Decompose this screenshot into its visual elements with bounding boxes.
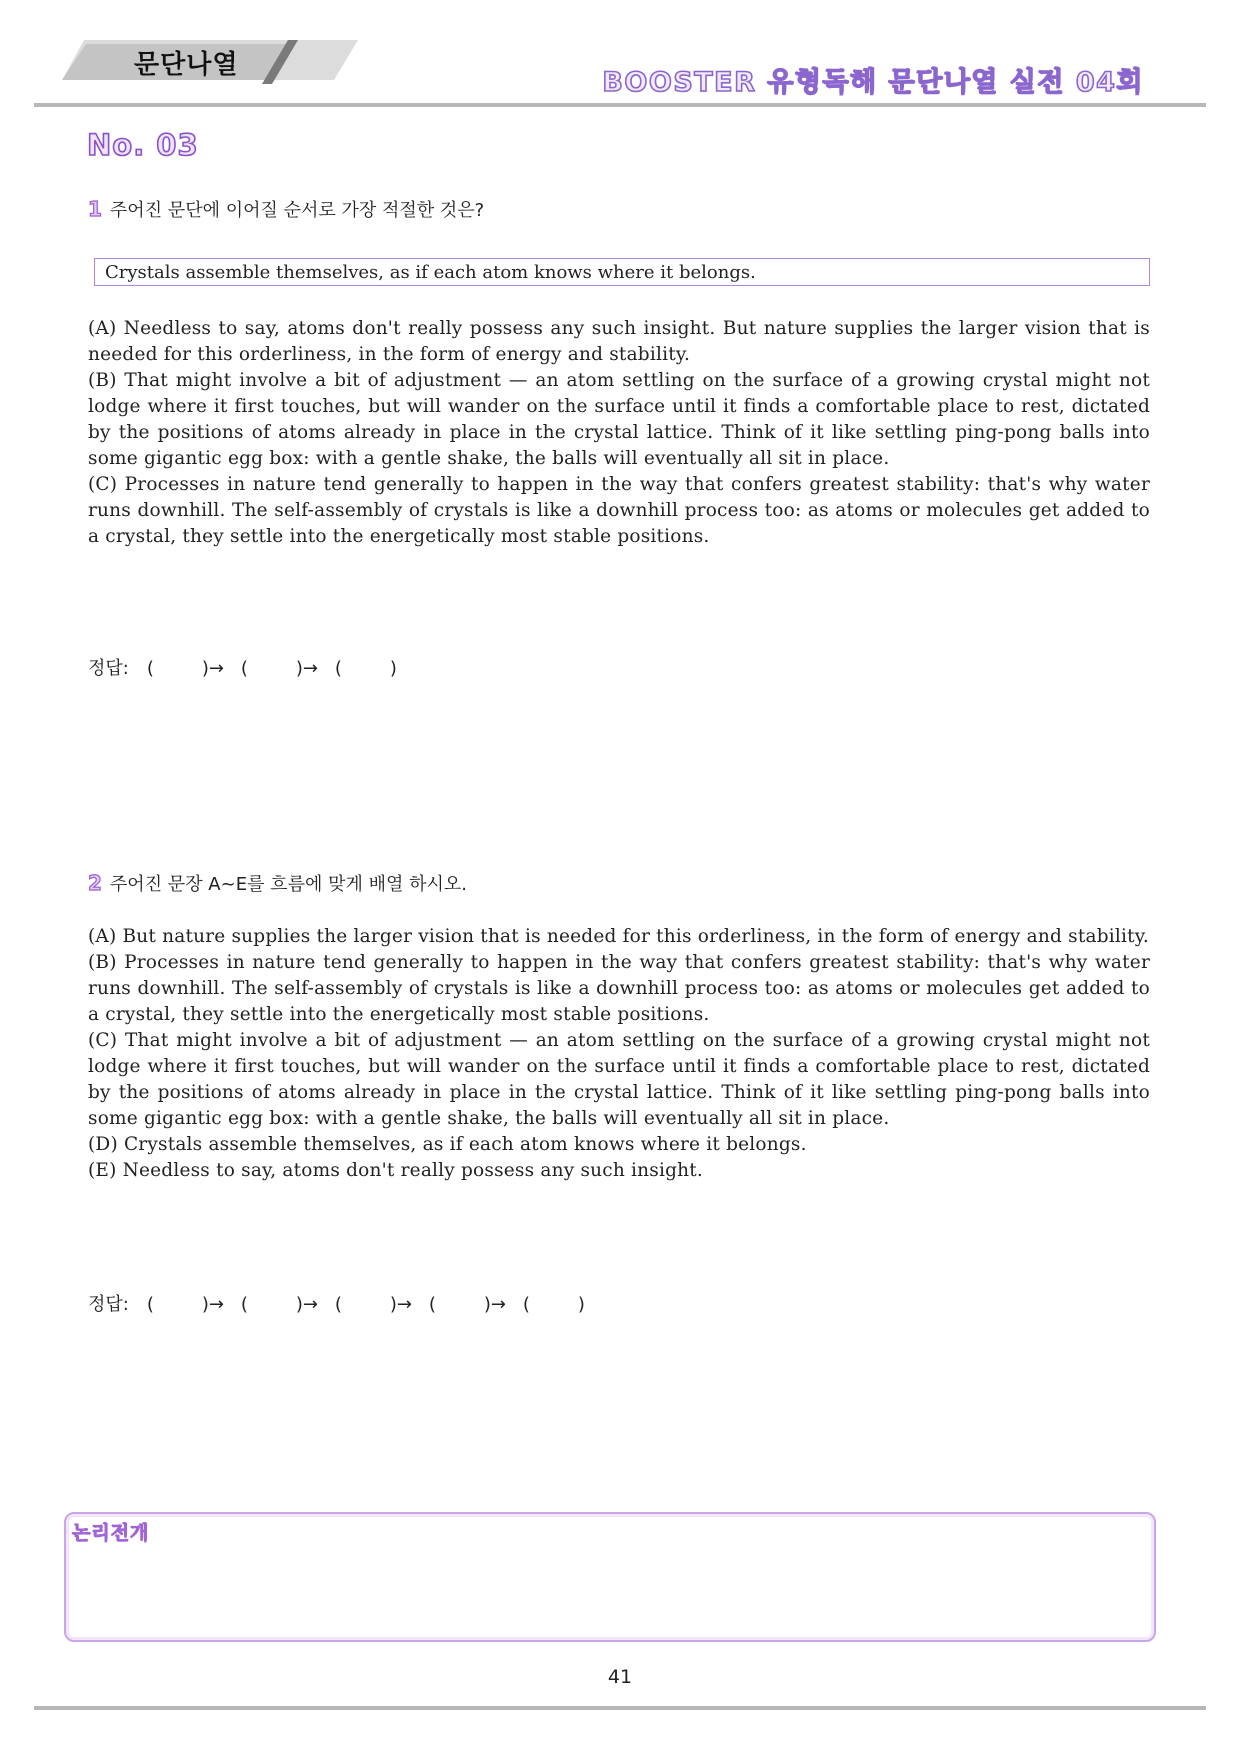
sentence-b: (B) Processes in nature tend generally to happen in the way that confers greatest stability: that's why water runs downhill. The self-assembly of crystals is like a downhill process too: as atoms or molecules get added to a crystal, they settle into the energetically most stable positions. (88, 952, 1150, 1025)
given-sentence-box: Crystals assemble themselves, as if each atom knows where it belongs. (94, 258, 1150, 286)
sentence-c: (C) That might involve a bit of adjustment — an atom settling on the surface of a growing crystal might not lodge where it first touches, but will wander on the surface until it finds a comfortable place to rest, dictated by the positions of atoms already in place in the crystal lattice. Think of it like settling ping-pong balls into some gigantic egg box: with a gentle shake, the balls will eventually all sit in place. (88, 1030, 1150, 1129)
question-2-sentences (88, 924, 1150, 1184)
passage-a: (A) Needless to say, atoms don't really possess any such insight. But nature supplies the larger vision that is needed for this orderliness, in the form of energy and stability. (88, 318, 1150, 365)
answer-slot[interactable]: ( ) (334, 658, 397, 679)
question-2-answer (88, 1290, 595, 1316)
answer-slot[interactable]: ( )→ (334, 1294, 412, 1315)
question-1-number: 1 (88, 197, 102, 221)
answer-slot[interactable]: ( )→ (240, 658, 318, 679)
passage-c: (C) Processes in nature tend generally to happen in the way that confers greatest stability: that's why water runs downhill. The self-assembly of crystals is like a downhill process too: as atoms or molecules get added to a crystal, they settle into the energetically most stable positions. (88, 474, 1150, 547)
answer-slot[interactable]: ( )→ (428, 1294, 506, 1315)
question-1-answer (88, 654, 407, 680)
question-2-prompt (88, 870, 467, 896)
footer-divider (34, 1706, 1206, 1710)
passage-b: (B) That might involve a bit of adjustment — an atom settling on the surface of a growing crystal might not lodge where it first touches, but will wander on the surface until it finds a comfortable place to rest, dictated by the positions of atoms already in place in the crystal lattice. Think of it like settling ping-pong balls into some gigantic egg box: with a gentle shake, the balls will eventually all sit in place. (88, 370, 1150, 469)
question-2-number: 2 (88, 871, 102, 895)
header-divider (34, 103, 1206, 107)
answer-label: 정답: (88, 1294, 129, 1315)
sentence-d: (D) Crystals assemble themselves, as if each atom knows where it belongs. (88, 1134, 807, 1155)
section-tab-label: 문단나열 (134, 50, 239, 80)
question-1-prompt (88, 196, 484, 222)
problem-number: No. 03 (87, 128, 199, 162)
sentence-a: (A) But nature supplies the larger vision that is needed for this orderliness, in the form of energy and stability. (88, 926, 1149, 947)
logic-flow-box[interactable] (64, 1512, 1156, 1642)
answer-slot[interactable]: ( )→ (146, 1294, 224, 1315)
question-1-passages (88, 316, 1150, 550)
answer-slot[interactable]: ( ) (522, 1294, 585, 1315)
question-1-text: 주어진 문단에 이어질 순서로 가장 적절한 것은? (109, 200, 485, 221)
sentence-e: (E) Needless to say, atoms don't really possess any such insight. (88, 1160, 703, 1181)
answer-slot[interactable]: ( )→ (146, 658, 224, 679)
booster-title: BOOSTER 유형독해 문단나열 실전 04회 (602, 67, 1144, 98)
question-2-text: 주어진 문장 A~E를 흐름에 맞게 배열 하시오. (109, 874, 467, 895)
answer-label: 정답: (88, 658, 129, 679)
logic-flow-label: 논리전개 (72, 1522, 150, 1544)
page-number: 41 (607, 1666, 633, 1688)
answer-slot[interactable]: ( )→ (240, 1294, 318, 1315)
